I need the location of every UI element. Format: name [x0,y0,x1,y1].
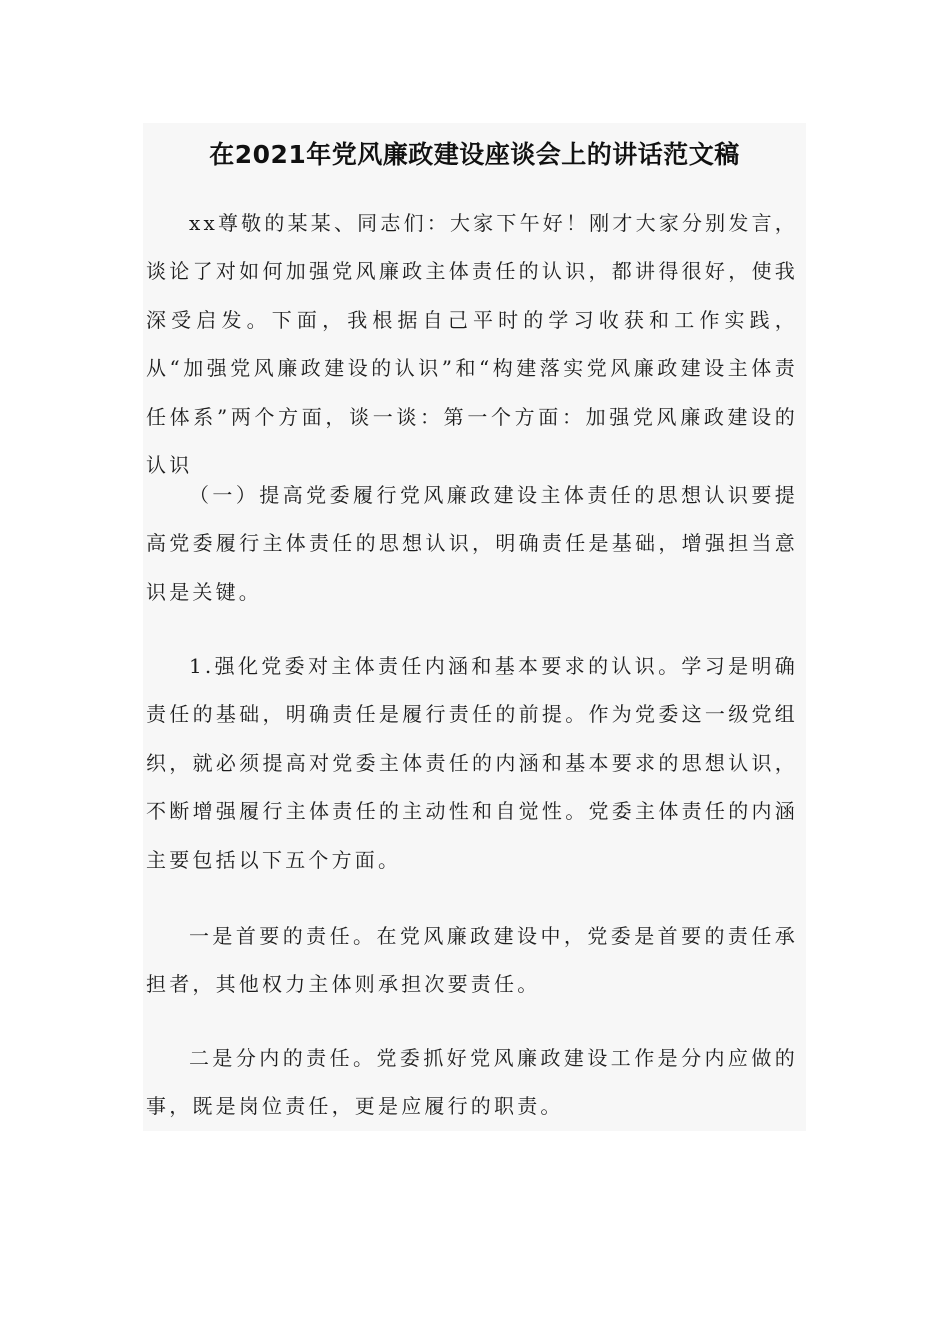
paragraph-inherent-responsibility: 二是分内的责任。党委抓好党风廉政建设工作是分内应做的事，既是岗位责任，更是应履行的职责。 [146,1046,798,1119]
paragraph-point-one: 1.强化党委对主体责任内涵和基本要求的认识。学习是明确责任的基础，明确责任是履行责任的前提。作为党委这一级党组织，就必须提高对党委主体责任的内涵和基本要求的思想认识，不断增强履行主体责任的主动性和自觉性。党委主体责任的内涵主要包括以下五个方面。 [146,654,798,872]
paragraph-primary-responsibility: 一是首要的责任。在党风廉政建设中，党委是首要的责任承担者，其他权力主体则承担次要责任。 [146,924,798,997]
document-title: 在2021年党风廉政建设座谈会上的讲话范文稿 [209,140,740,169]
paragraph-section-one: （一）提高党委履行党风廉政建设主体责任的思想认识要提高党委履行主体责任的思想认识，明确责任是基础，增强担当意识是关键。 [146,483,798,604]
paragraph-opening: xx尊敬的某某、同志们：大家下午好！刚才大家分别发言，谈论了对如何加强党风廉政主体责任的认识，都讲得很好，使我深受启发。下面，我根据自己平时的学习收获和工作实践，从“加强党风廉政建设的认识”和“构建落实党风廉政建设主体责任体系”两个方面，谈一谈：第一个方面：加强党风廉政建设的认识 [146,211,798,478]
